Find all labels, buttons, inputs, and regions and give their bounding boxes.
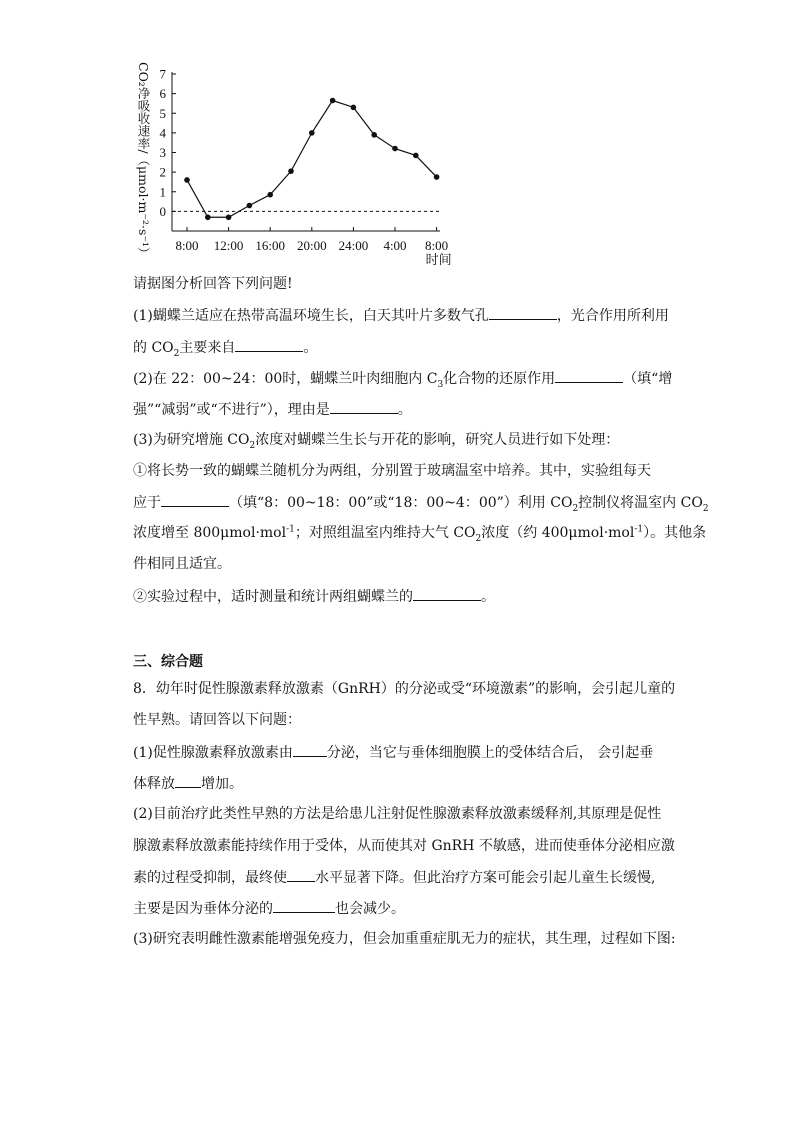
x-tick-label: 12:00 [213,238,244,253]
x-tick-label: 24:00 [338,238,369,253]
y-tick-label: 6 [159,86,166,102]
q8-part2-line2: 腺激素释放激素能持续作用于受体，从而使其对 GnRH 不敏感，进而使垂体分泌相应激 [133,838,675,854]
y-axis-label: CO₂净吸收速率/（μmol·m⁻²·s⁻¹） [136,62,151,260]
q7-part3-line3: 应于 （填“8：00~18：00”或“18：00~4：00”）利用 $CO_2$控制仪将温室内 $CO_2$ [133,492,663,513]
y-tick-label: 4 [159,125,166,141]
q7-intro: 请据图分析回答下列问题! [133,276,293,292]
data-point [184,177,190,183]
y-tick-label: 2 [159,164,166,180]
y-tick-label: 0 [159,203,166,219]
q8-part2-line1: (2)目前治疗此类性早熟的方法是给患儿注射促性腺激素释放激素缓释剂,其原理是促性 [133,806,662,822]
q8-line1: 8．幼年时促性腺激素释放激素（GnRH）的分泌或受“环境激素”的影响，会引起儿童的 [133,681,676,697]
data-series-line [187,100,437,217]
answer-blank[interactable] [413,586,481,601]
data-point [330,98,336,104]
x-tick-label: 4:00 [383,238,407,253]
q8-part2-line4: 主要是因为垂体分泌的 也会减少。 [133,898,663,919]
q8-part2-line3: 素的过程受抑制，最终使 水平显著下降。但此治疗方案可能会引起儿童生长缓慢, [133,867,663,888]
data-point [205,214,211,220]
section-title: 三、综合题 [133,654,203,670]
x-tick-label: 8:00 [175,238,199,253]
q7-part1-line2: 的 $CO_2$主要来自 。 [133,337,663,358]
y-tick-label: 3 [159,145,166,160]
q7-part3-line1: (3)为研究增施 $CO_2$浓度对蝴蝶兰生长与开花的影响，研究人员进行如下处理： [133,432,620,451]
data-point [267,192,273,198]
q7-part3-line6: ②实验过程中，适时测量和统计两组蝴蝶兰的 。 [133,586,663,607]
data-point [434,174,440,180]
q8-line2: 性早熟。请回答以下问题： [133,712,301,728]
x-axis-label: 时间 [425,253,452,268]
x-tick-label: 16:00 [255,238,286,253]
y-tick-label: 7 [159,66,166,82]
q7-part2-line2: 强”“减弱”或“不进行”），理由是 。 [133,399,663,420]
answer-blank[interactable] [489,305,557,320]
answer-blank[interactable] [287,867,315,882]
q8-part1-line2: 体释放 增加。 [133,773,663,794]
q7-part3-line2: ①将长势一致的蝴蝶兰随机分为两组，分别置于玻璃温室中培养。其中，实验组每天 [133,463,651,479]
x-tick-label: 8:00 [425,238,449,253]
answer-blank[interactable] [273,898,335,913]
q7-part1-line1: (1)蝴蝶兰适应在热带高温环境生长，白天其叶片多数气孔 ，光合作用所利用 [133,305,663,326]
data-point [392,146,398,152]
chart-svg [128,58,458,270]
y-tick-label: 5 [159,105,166,121]
data-point [309,130,315,136]
data-point [226,214,232,220]
answer-blank[interactable] [175,773,201,788]
data-point [351,105,357,111]
data-point [288,168,294,174]
q7-part3-line5: 件相同且适宜。 [133,556,231,572]
data-point [371,132,377,138]
y-tick-label: 1 [159,184,166,200]
co2-absorption-chart [128,58,458,270]
q7-part2-line1: (2)在 22：00~24：00时，蝴蝶兰叶肉细胞内 $C_3$化合物的还原作用 （填“增 [133,368,663,389]
answer-blank[interactable] [161,492,229,507]
x-tick-label: 20:00 [296,238,327,253]
q7-part3-line4: 浓度增至 800μmol·mol$^{-1}$；对照组温室内维持大气 $CO_2$浓度（约 400μmol·mol$^{-1}$）。其他条 [133,524,707,544]
data-point [247,203,253,209]
answer-blank[interactable] [293,742,327,757]
answer-blank[interactable] [330,399,398,414]
q8-part3-line1: (3)研究表明雌性激素能增强免疫力，但会加重重症肌无力的症状，其生理，过程如下图: [133,931,676,947]
answer-blank[interactable] [555,368,623,383]
data-point [413,153,419,159]
answer-blank[interactable] [235,337,303,352]
q8-part1-line1: (1)促性腺激素释放激素由 分泌，当它与垂体细胞膜上的受体结合后， 会引起垂 [133,742,663,763]
